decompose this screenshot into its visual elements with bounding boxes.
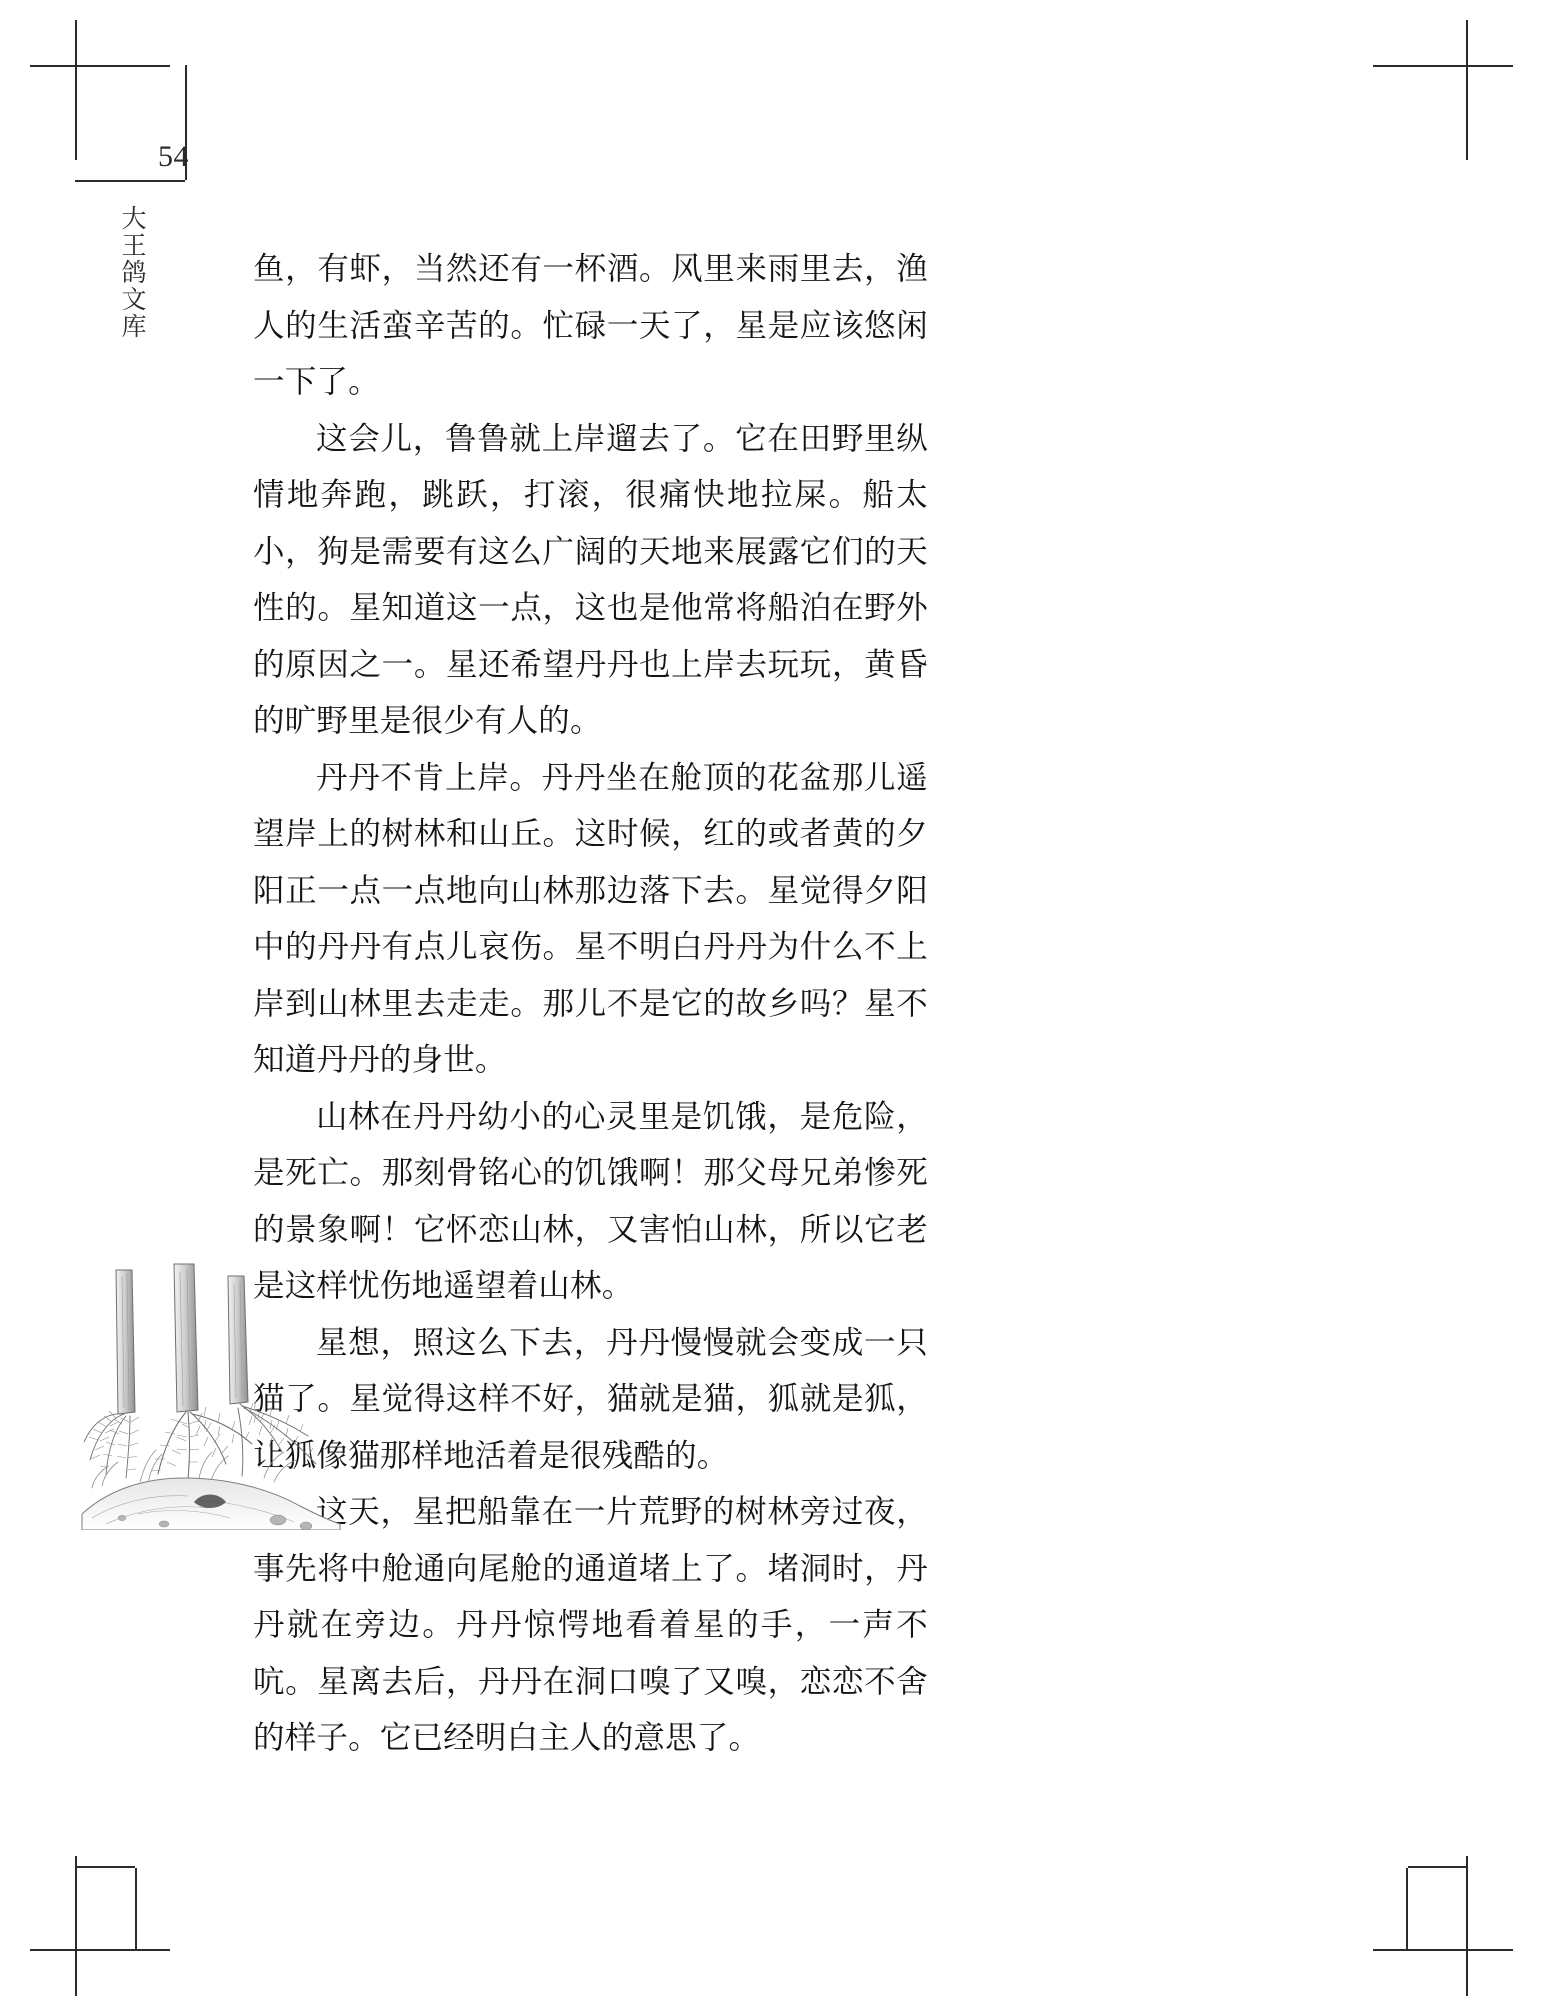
page-number: 54 bbox=[158, 140, 189, 173]
paragraph: 这会儿，鲁鲁就上岸遛去了。它在田野里纵情地奔跑，跳跃，打滚，很痛快地拉屎。船太小，狗是需要有这么广阔的天地来展露它们的天性的。星知道这一点，这也是他常将船泊在野外的原因之一。星还希望丹丹也上岸去玩玩，黄昏的旷野里是很少有人的。 bbox=[253, 419, 928, 738]
botanical-illustration bbox=[78, 1262, 354, 1530]
paragraph: 这天，星把船靠在一片荒野的树林旁过夜，事先将中舱通向尾舱的通道堵上了。堵洞时，丹丹就在旁边。丹丹惊愕地看着星的手，一声不吭。星离去后，丹丹在洞口嗅了又嗅，恋恋不舍的样子。它已经明白主人的意思了。 bbox=[253, 1493, 928, 1755]
body-text-column bbox=[253, 240, 928, 1766]
fern-engraving-svg bbox=[78, 1262, 354, 1530]
series-imprint-label: 大王鸽文库 bbox=[118, 205, 145, 340]
paragraph: 鱼，有虾，当然还有一杯酒。风里来雨里去，渔人的生活蛮辛苦的。忙碌一天了，星是应该悠闲一下了。 bbox=[253, 250, 928, 399]
paragraph: 山林在丹丹幼小的心灵里是饥饿，是危险，是死亡。那刻骨铭心的饥饿啊！那父母兄弟惨死的景象啊！它怀恋山林，又害怕山林，所以它老是这样忧伤地遥望着山林。 bbox=[253, 1097, 928, 1303]
paragraph: 星想，照这么下去，丹丹慢慢就会变成一只猫了。星觉得这样不好，猫就是猫，狐就是狐，让狐像猫那样地活着是很残酷的。 bbox=[253, 1323, 928, 1473]
paragraph: 丹丹不肯上岸。丹丹坐在舱顶的花盆那儿遥望岸上的树林和山丘。这时候，红的或者黄的夕阳正一点一点地向山林那边落下去。星觉得夕阳中的丹丹有点儿哀伤。星不明白丹丹为什么不上岸到山林里去走走。那儿不是它的故乡吗？星不知道丹丹的身世。 bbox=[253, 758, 928, 1077]
